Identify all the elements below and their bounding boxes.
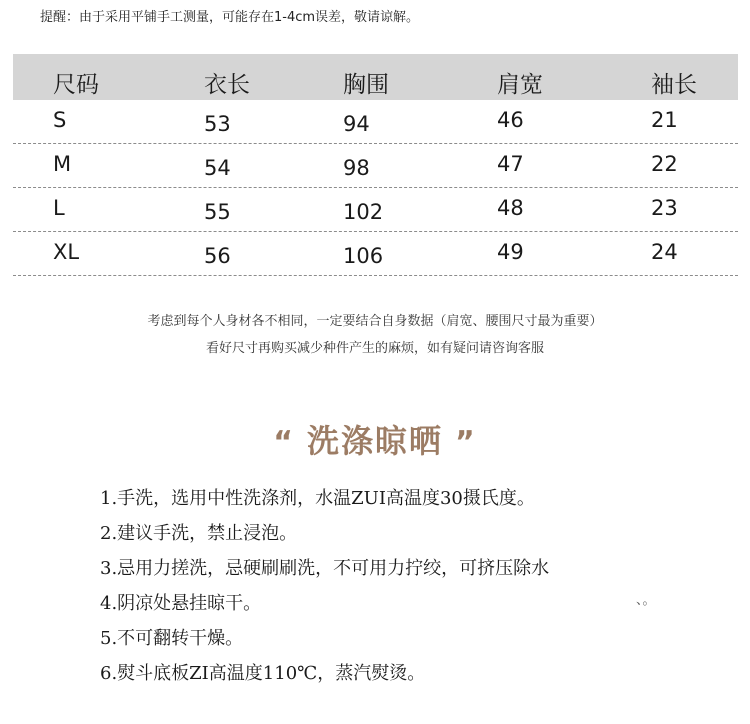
chest-cell: 102: [343, 200, 384, 224]
list-item: 4.阴凉处悬挂晾干。: [100, 593, 262, 614]
table-row: [13, 144, 738, 188]
header-length: 衣长: [204, 72, 250, 98]
chest-cell: 98: [343, 156, 370, 180]
chest-cell: 106: [343, 244, 384, 268]
sleeve-cell: 21: [651, 108, 678, 132]
list-item: 3.忌用力搓洗，忌硬刷刷洗，不可用力拧绞，可挤压除水: [100, 558, 550, 579]
length-cell: 56: [204, 244, 231, 268]
shoulder-cell: 49: [497, 240, 524, 264]
list-item: 1.手洗，选用中性洗涤剂，水温ZUI高温度30摄氏度。: [100, 488, 535, 509]
length-cell: 53: [204, 112, 231, 136]
size-cell: L: [53, 196, 65, 220]
measurement-notice: 提醒：由于采用平铺手工测量，可能存在1-4cm误差，敬请谅解。: [40, 10, 420, 25]
header-shoulder: 肩宽: [497, 72, 543, 98]
size-table-header: [13, 54, 738, 100]
list-item: 5.不可翻转干燥。: [100, 628, 244, 649]
header-size: 尺码: [53, 72, 99, 98]
shoulder-cell: 48: [497, 196, 524, 220]
list-item: 6.熨斗底板ZI高温度110℃，蒸汽熨烫。: [100, 663, 426, 684]
shoulder-cell: 46: [497, 108, 524, 132]
table-row: [13, 188, 738, 232]
table-row: [13, 232, 738, 276]
size-cell: M: [53, 152, 72, 176]
list-item: 2.建议手洗，禁止浸泡。: [100, 523, 298, 544]
size-cell: XL: [53, 240, 80, 264]
size-cell: S: [53, 108, 67, 132]
purchase-note: 看好尺寸再购买减少种件产生的麻烦，如有疑问请咨询客服: [205, 341, 544, 356]
shoulder-cell: 47: [497, 152, 524, 176]
close-quote: ”: [455, 425, 477, 460]
wash-title-text: 洗涤晾晒: [306, 422, 443, 460]
length-cell: 55: [204, 200, 231, 224]
chest-cell: 94: [343, 112, 370, 136]
wash-section-title: [0, 416, 750, 462]
sleeve-cell: 24: [651, 240, 678, 264]
open-quote: “: [273, 425, 295, 460]
fit-note: 考虑到每个人身材各不相同，一定要结合自身数据（肩宽、腰围尺寸最为重要）: [147, 314, 603, 329]
sleeve-cell: 23: [651, 196, 678, 220]
size-table: [13, 54, 738, 276]
header-sleeve: 袖长: [651, 72, 697, 98]
header-chest: 胸围: [343, 72, 389, 98]
sleeve-cell: 22: [651, 152, 678, 176]
length-cell: 54: [204, 156, 231, 180]
stray-punctuation: 、。: [636, 593, 656, 608]
table-row: [13, 100, 738, 144]
